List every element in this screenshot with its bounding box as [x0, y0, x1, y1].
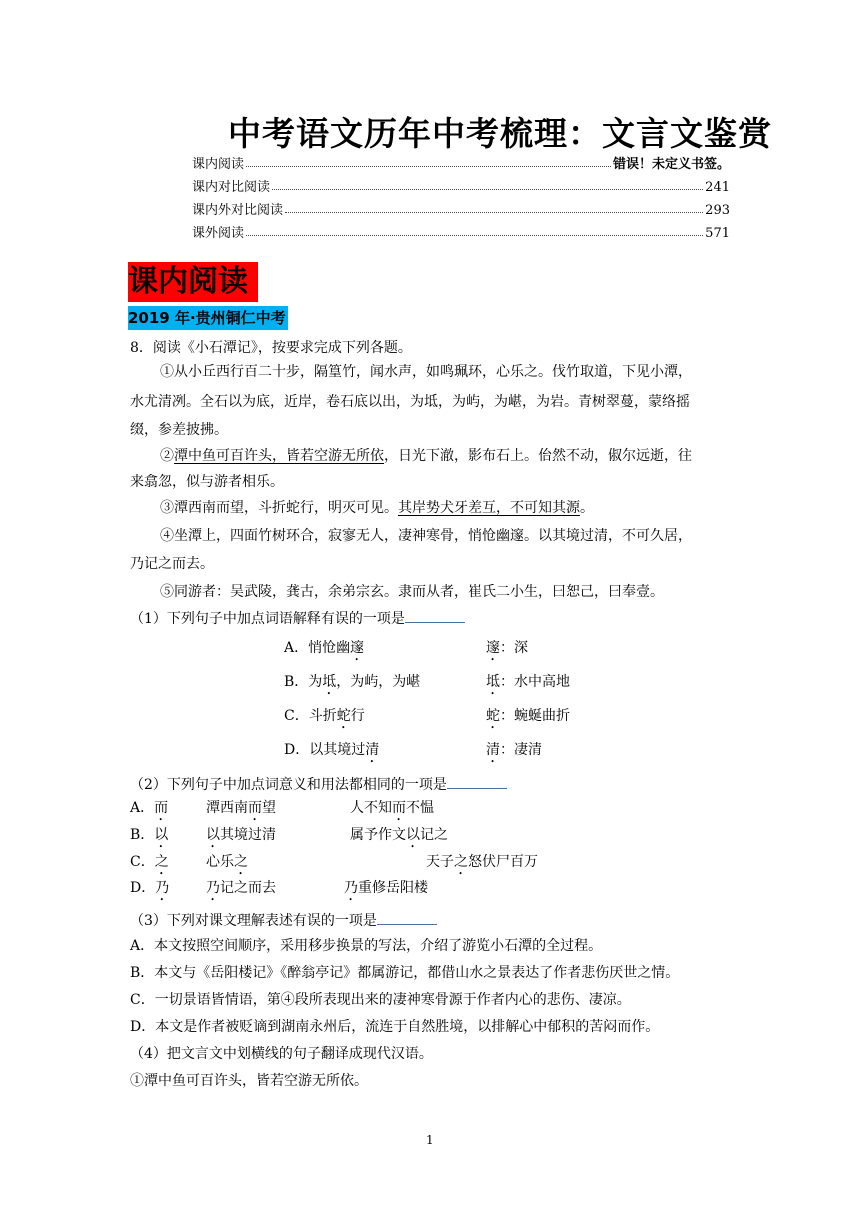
- sentence-text: 望: [262, 800, 276, 816]
- toc-page: 293: [705, 203, 730, 218]
- dotted-word: 乃: [344, 880, 358, 896]
- toc-entry[interactable]: [192, 219, 730, 241]
- section-heading: 课内阅读: [128, 262, 258, 302]
- sentence-text: 记之: [420, 827, 448, 843]
- example-sentence: [206, 878, 276, 904]
- option-c: [130, 852, 169, 878]
- example-sentence: [350, 798, 434, 824]
- question-text: （1）下列句子中加点词语解释有误的一项是: [130, 611, 405, 627]
- exam-source-heading: 2019 年·贵州铜仁中考: [128, 306, 288, 330]
- example-sentence: [206, 798, 276, 824]
- dotted-word: 乃: [155, 880, 170, 896]
- dotted-word: 蛇: [486, 708, 500, 724]
- page-number: 1: [426, 1133, 434, 1147]
- option-text: A．悄怆幽: [284, 640, 351, 656]
- question-stem: [130, 774, 507, 795]
- passage-line: ④坐潭上，四面竹树环合，寂寥无人，凄神寒骨，悄怆幽邃。以其境过清，不可久居，: [160, 528, 692, 544]
- option-b: B．本文与《岳阳楼记》《醉翁亭记》都属游记，都借山水之景表达了作者悲伤厌世之情。: [130, 965, 680, 981]
- toc-page-error: 错误！未定义书签。: [612, 157, 730, 172]
- passage-line: ①从小丘西行百二十步，隔篁竹，闻水声，如鸣珮环，心乐之。伐竹取道，下见小潭，: [160, 364, 692, 380]
- option-c-gloss: [486, 706, 570, 732]
- option-text: 行: [350, 708, 365, 724]
- dotted-word: 之: [454, 854, 468, 870]
- gloss-text: ：蜿蜒曲折: [500, 708, 570, 724]
- option-b-gloss: [486, 672, 570, 698]
- passage-line: 来翕忽，似与游者相乐。: [130, 474, 284, 490]
- option-b: [130, 825, 168, 851]
- toc-page: 571: [705, 226, 730, 241]
- example-sentence: [206, 825, 276, 851]
- dotted-word: 蛇: [336, 708, 351, 724]
- passage-line: 乃记之而去。: [130, 556, 214, 572]
- option-text: D．以其境过: [284, 742, 366, 758]
- sentence-text: 心乐: [206, 854, 234, 870]
- option-text: B．为: [284, 674, 323, 690]
- dotted-word: 之: [234, 854, 248, 870]
- dotted-word: 坻: [486, 674, 500, 690]
- underlined-sentence: 其岸势犬牙差互，不可知其源: [398, 500, 580, 516]
- dotted-word: 而: [392, 800, 406, 816]
- answer-blank[interactable]: [447, 774, 507, 789]
- dotted-word: 乃: [206, 880, 220, 896]
- sentence-text: 怒伏尸百万: [468, 854, 538, 870]
- sentence-text: 重修岳阳楼: [358, 880, 428, 896]
- toc-leader: [246, 166, 611, 167]
- option-letter: B．: [130, 827, 155, 843]
- dotted-word: 清: [486, 742, 500, 758]
- dotted-word: 邃: [486, 640, 500, 656]
- passage-text: ③潭西南而望，斗折蛇行，明灭可见。: [160, 500, 398, 516]
- paragraph-number: ②: [160, 448, 174, 464]
- toc-entry[interactable]: [192, 150, 730, 172]
- gloss-text: ：凄清: [500, 742, 542, 758]
- option-c: C．一切景语皆情语，第④段所表现出来的凄神寒骨源于作者内心的悲伤、凄凉。: [130, 992, 631, 1008]
- dotted-word: 而: [248, 800, 262, 816]
- answer-blank[interactable]: [405, 608, 465, 623]
- option-d: D．本文是作者被贬谪到湖南永州后，流连于自然胜境，以排解心中郁积的苦闷而作。: [130, 1019, 660, 1035]
- toc-leader: [285, 212, 703, 213]
- translation-item: ①潭中鱼可百许头，皆若空游无所依。: [130, 1073, 368, 1089]
- dotted-word: 以: [206, 827, 220, 843]
- document-title: 中考语文历年中考梳理：文言文鉴赏: [228, 114, 772, 153]
- toc-label: 课内对比阅读: [192, 180, 271, 195]
- question-intro: 8．阅读《小石潭记》，按要求完成下列各题。: [130, 340, 412, 356]
- sentence-text: 天子: [426, 854, 454, 870]
- option-letter: A．: [130, 800, 155, 816]
- sentence-text: 人不知: [350, 800, 392, 816]
- question-stem: [130, 608, 465, 629]
- option-letter: C．: [130, 854, 155, 870]
- question-text: （3）下列对课文理解表述有误的一项是: [130, 913, 377, 929]
- toc-entry[interactable]: [192, 196, 730, 218]
- passage-text: 。: [580, 500, 594, 516]
- toc-label: 课外阅读: [192, 226, 245, 241]
- sentence-text: 潭西南: [206, 800, 248, 816]
- toc-entry[interactable]: [192, 173, 730, 195]
- option-b: [284, 672, 420, 698]
- passage-line: [160, 446, 692, 466]
- passage-text: ，日光下澈，影布石上。佁然不动，俶尔远逝，往: [384, 448, 692, 464]
- underlined-sentence: 潭中鱼可百许头，皆若空游无所依: [174, 448, 384, 464]
- dotted-word: 之: [154, 854, 169, 870]
- sentence-text: 不愠: [406, 800, 434, 816]
- option-a: A．本文按照空间顺序，采用移步换景的写法，介绍了游览小石潭的全过程。: [130, 938, 603, 954]
- example-sentence: [206, 852, 248, 878]
- gloss-text: ：深: [500, 640, 528, 656]
- example-sentence: [426, 852, 538, 878]
- question-text: （2）下列句子中加点词意义和用法都相同的一项是: [130, 777, 447, 793]
- sentence-text: 属予作文: [350, 827, 406, 843]
- option-text: C．斗折: [284, 708, 337, 724]
- sentence-text: 记之而去: [220, 880, 276, 896]
- answer-blank[interactable]: [377, 910, 437, 925]
- dotted-word: 坻: [322, 674, 337, 690]
- question-stem: （4）把文言文中划横线的句子翻译成现代汉语。: [130, 1046, 433, 1062]
- toc-page: 241: [705, 180, 730, 195]
- option-c: [284, 706, 365, 732]
- option-a-gloss: [486, 638, 528, 664]
- dotted-word: 清: [365, 742, 380, 758]
- passage-line: [160, 498, 594, 518]
- option-letter: D．: [130, 880, 156, 896]
- option-d-gloss: [486, 740, 542, 766]
- dotted-word: 邃: [350, 640, 365, 656]
- passage-line: 缀，参差披拂。: [130, 422, 228, 438]
- example-sentence: [350, 825, 448, 851]
- toc-label: 课内阅读: [192, 157, 245, 172]
- gloss-text: ：水中高地: [500, 674, 570, 690]
- dotted-word: 而: [154, 800, 169, 816]
- dotted-word: 以: [406, 827, 420, 843]
- option-text: ，为屿，为嵁: [336, 674, 421, 690]
- toc-leader: [246, 235, 703, 236]
- option-a: [130, 798, 168, 824]
- sentence-text: 其境过清: [220, 827, 276, 843]
- passage-line: 水尤清冽。全石以为底，近岸，卷石底以出，为坻，为屿，为嵁，为岩。青树翠蔓，蒙络摇: [130, 394, 690, 410]
- option-d: [284, 740, 379, 766]
- passage-line: ⑤同游者：吴武陵，龚古，余弟宗玄。隶而从者，崔氏二小生，曰恕己，曰奉壹。: [160, 584, 664, 600]
- toc-label: 课内外对比阅读: [192, 203, 284, 218]
- question-stem: [130, 910, 437, 931]
- dotted-word: 以: [154, 827, 169, 843]
- example-sentence: [344, 878, 428, 904]
- option-d: [130, 878, 169, 904]
- option-a: [284, 638, 364, 664]
- toc-leader: [272, 189, 703, 190]
